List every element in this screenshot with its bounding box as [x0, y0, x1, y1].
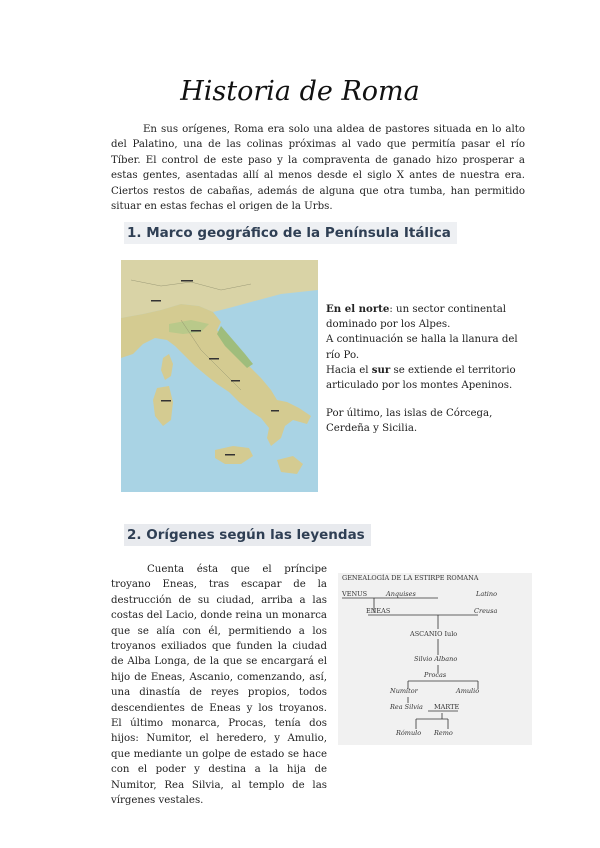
north-text: : un sector continental dominado por los Alpes. — [326, 304, 507, 331]
genealogy-numitor: Numitor — [390, 687, 418, 695]
genealogy-anquises: Anquises — [386, 590, 416, 598]
page-title: Historia de Roma — [180, 76, 420, 107]
genealogy-procas: Procas — [424, 671, 447, 679]
genealogy-eneas: ENEAS — [366, 607, 391, 615]
north-label: En el norte — [326, 303, 390, 315]
islands-paragraph: Por último, las islas de Córcega, Cerdeña y Sicilia. — [326, 408, 493, 435]
genealogy-silvio: Silvio Albano — [414, 655, 458, 663]
geography-description — [326, 302, 534, 437]
north-paragraph — [326, 302, 534, 332]
genealogy-title: GENEALOGÍA DE LA ESTIRPE ROMANA — [342, 574, 479, 582]
genealogy-venus: VENUS — [342, 590, 368, 598]
genealogy-marte: MARTE — [434, 703, 460, 711]
genealogy-ascanio: ASCANIO Iulo — [410, 630, 458, 638]
legend-text: Cuenta ésta que el príncipe troyano Eneas, tras escapar de la destrucción de su ciudad, arriba a las costas del Lacio, donde reina un monarca que se alía con él, permitiendo a los troyanos exiliados que funden la ciudad de Alba Longa, de la que se encargará el hijo de Eneas, Ascanio, comenzando, así, una dinastía de reyes propios, todos descendientes de Eneas y los troyanos. El último monarca, Procas, tenía dos hijos: Numitor, el heredero, y Amulio, que mediante un golpe de estado se hace con el poder y destina a la hija de Numitor, Rea Silvia, al templo de las vírgenes vestales. — [111, 564, 327, 807]
genealogy-chart — [338, 573, 532, 745]
genealogy-romulo: Rómulo — [396, 729, 422, 737]
genealogy-creusa: Creusa — [474, 607, 498, 615]
genealogy-rea: Rea Silvia — [390, 703, 423, 711]
intro-text: En sus orígenes, Roma era solo una aldea de pastores situada en lo alto del Palatino, una de las colinas próximas al vado que permitía pasar el río Tíber. El control de este paso y la compraventa de ganado hizo prosperar a estas gentes, asentadas allí al menos desde el siglo X antes de nuestra era. Ciertos restos de cabañas, además de alguna que otra tumba, han permitido situar en estas fechas el origen de la Urbs. — [111, 124, 525, 213]
south-label: sur — [371, 363, 391, 376]
south-text: se extiende el territorio articulado por los montes Apeninos. — [326, 364, 516, 392]
south-prefix: Hacia el — [326, 364, 372, 376]
genealogy-amulio: Amulio — [456, 687, 480, 695]
genealogy-latino: Latino — [476, 590, 497, 598]
south-paragraph — [326, 363, 534, 393]
section-heading-geography: 1. Marco geográfico de la Península Itálica — [124, 222, 457, 244]
intro-paragraph — [111, 122, 525, 214]
section-heading-legends: 2. Orígenes según las leyendas — [124, 524, 371, 546]
italy-map — [121, 260, 318, 492]
genealogy-remo: Remo — [434, 729, 453, 737]
legend-paragraph — [111, 562, 327, 809]
plain-paragraph: A continuación se halla la llanura del río Po. — [326, 334, 518, 361]
